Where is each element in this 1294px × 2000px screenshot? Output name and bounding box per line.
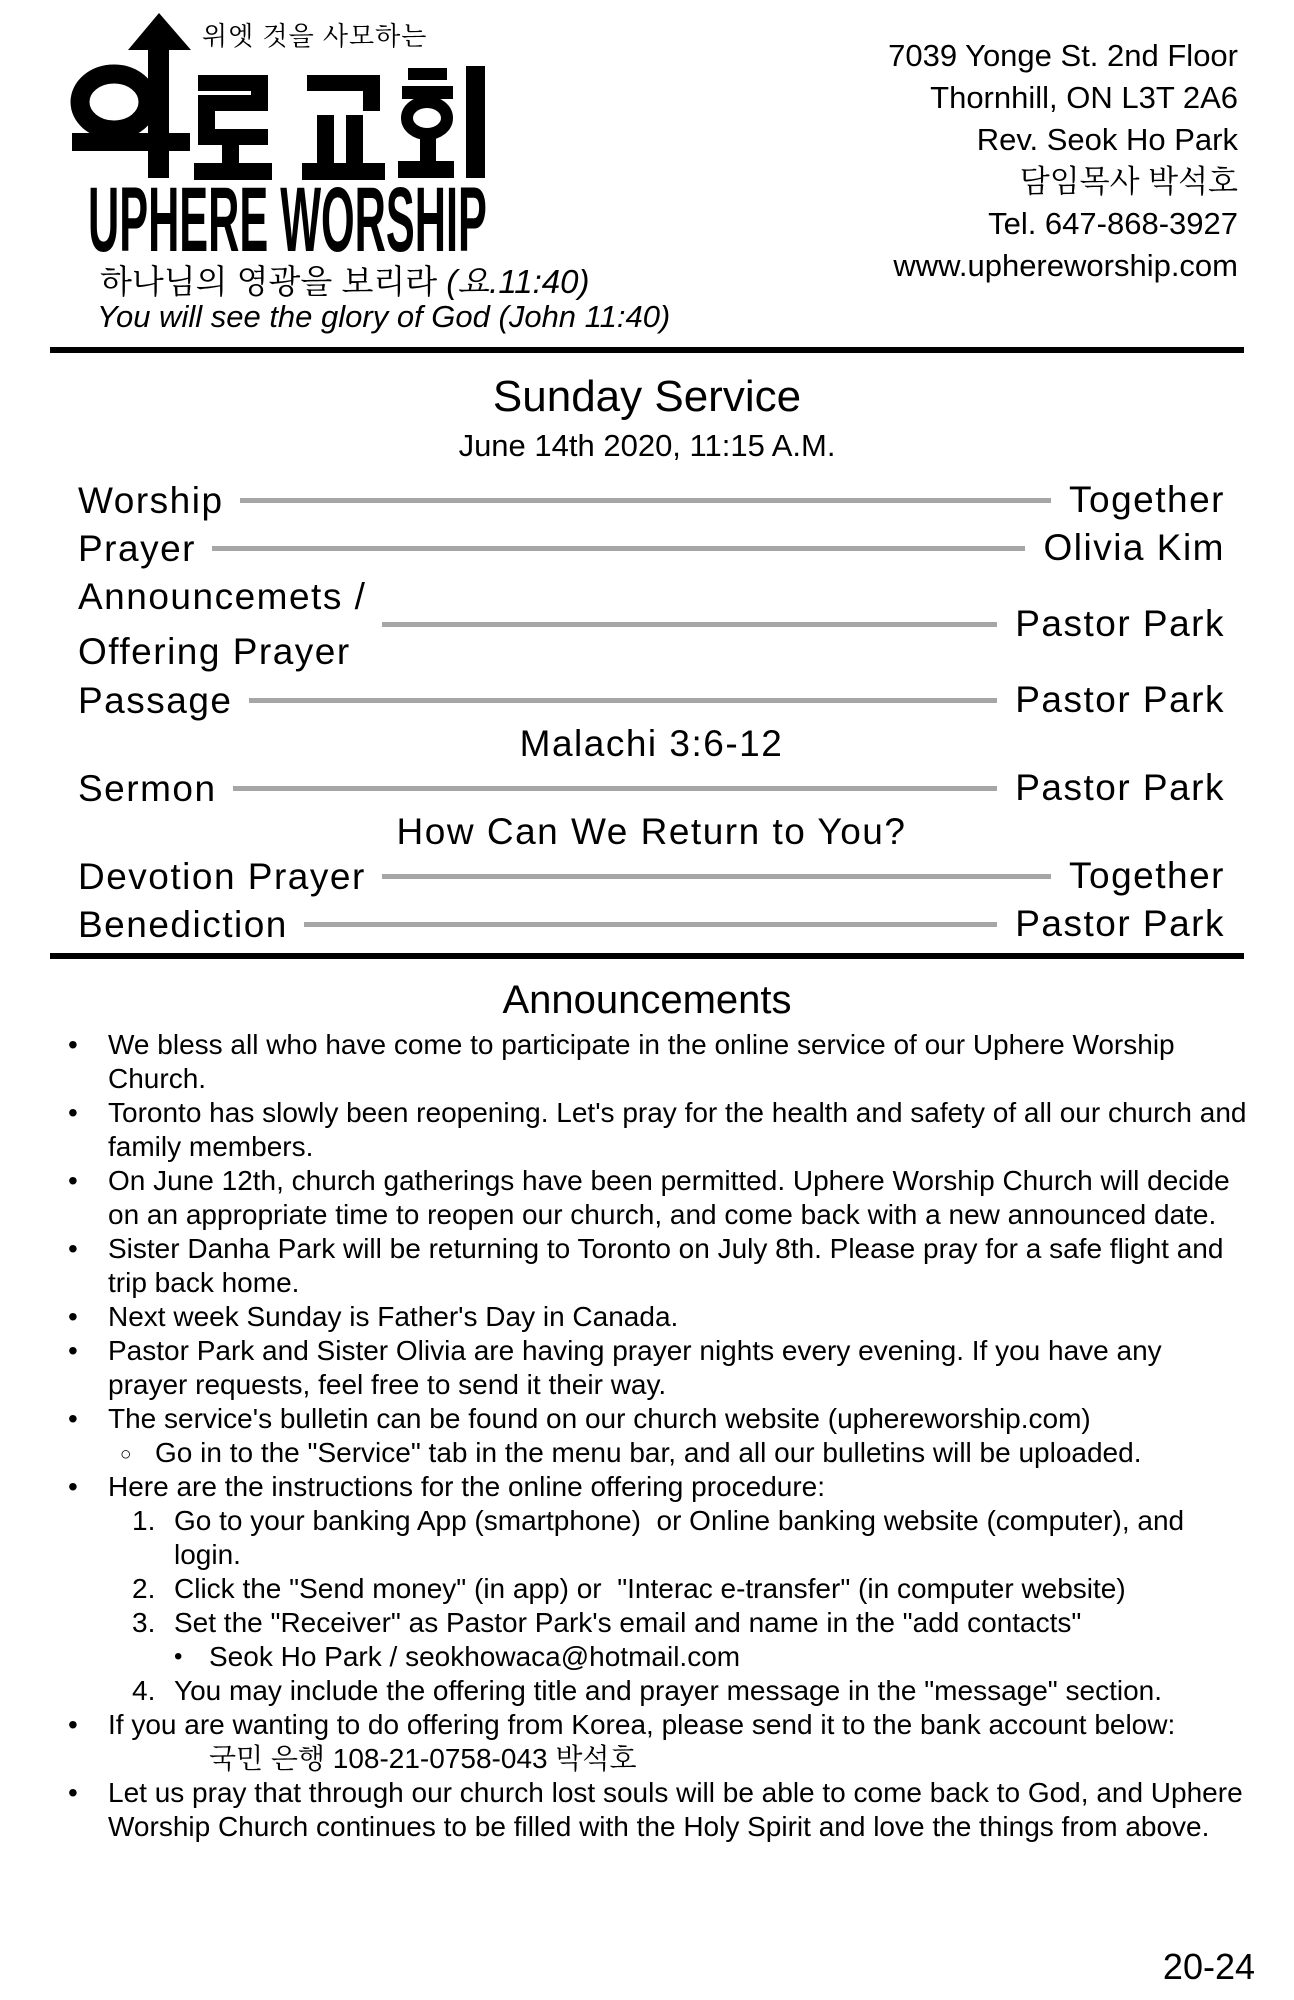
service-item-label: Worship bbox=[78, 479, 224, 521]
service-item-person: Pastor Park bbox=[1015, 903, 1225, 944]
tagline-korean: 하나님의 영광을 보리라 (요.11:40) bbox=[100, 263, 590, 300]
announcement-text: Pastor Park and Sister Olivia are having prayer nights every evening. If you have any prayer requests, feel free to send it their way. bbox=[108, 1335, 1170, 1400]
service-item-person: Together bbox=[1069, 479, 1225, 520]
bullet-icon: • bbox=[68, 1165, 78, 1196]
service-item-person: Olivia Kim bbox=[1043, 527, 1225, 568]
contact-line: Tel. 647-868-3927 bbox=[988, 206, 1238, 241]
logo-glyph-hoe bbox=[398, 66, 485, 178]
service-datetime: June 14th 2020, 11:15 A.M. bbox=[458, 428, 836, 463]
service-item-person: Together bbox=[1069, 855, 1225, 896]
connector-line bbox=[304, 922, 997, 927]
service-row bbox=[78, 676, 1225, 724]
announcement-item bbox=[60, 1334, 1248, 1402]
announcement-item bbox=[60, 1232, 1248, 1300]
announcement-item bbox=[60, 1640, 1248, 1674]
bullet-icon: • bbox=[68, 1709, 78, 1740]
announcement-text: On June 12th, church gatherings have been permitted. Uphere Worship Church will decide on an appropriate time to reopen our church, and come back with a new announced date. bbox=[108, 1165, 1238, 1230]
announcement-item bbox=[60, 1674, 1248, 1708]
announcement-item bbox=[60, 1028, 1248, 1096]
announcement-item bbox=[60, 1300, 1248, 1334]
announcement-item bbox=[60, 1436, 1248, 1470]
contact-line: www.uphereworship.com bbox=[893, 248, 1238, 283]
announcement-text: Next week Sunday is Father's Day in Canada. bbox=[108, 1301, 679, 1332]
service-item-label: Devotion Prayer bbox=[78, 855, 366, 897]
contact-line: Rev. Seok Ho Park bbox=[976, 122, 1238, 157]
announcement-text: Click the "Send money" (in app) or "Interac e-transfer" (in computer website) bbox=[174, 1573, 1126, 1604]
service-title: Sunday Service bbox=[492, 372, 802, 421]
bullet-icon: • bbox=[68, 1777, 78, 1808]
service-item-label: Sermon bbox=[78, 767, 217, 809]
list-number: 3. bbox=[132, 1607, 156, 1638]
bullet-icon: • bbox=[68, 1471, 78, 1502]
announcement-item bbox=[60, 1096, 1255, 1164]
list-number: 2. bbox=[132, 1573, 156, 1604]
announcement-item bbox=[60, 1504, 1248, 1572]
logo-glyph-gyo bbox=[302, 75, 385, 180]
announcements-title: Announcements bbox=[502, 978, 792, 1022]
service-item-label: Passage bbox=[78, 679, 233, 721]
tagline-english: You will see the glory of God (John 11:40) bbox=[97, 299, 671, 334]
bullet-icon: • bbox=[68, 1097, 78, 1128]
announcement-text: Set the "Receiver" as Pastor Park's email and name in the "add contacts" bbox=[174, 1607, 1082, 1638]
bullet-icon: • bbox=[68, 1403, 78, 1434]
bullet-icon: • bbox=[68, 1233, 78, 1264]
service-row bbox=[78, 900, 1225, 948]
announcement-item bbox=[60, 1776, 1251, 1844]
connector-line bbox=[240, 498, 1051, 503]
contact-info bbox=[888, 35, 1238, 287]
announcement-item bbox=[60, 1708, 1248, 1742]
service-item-person: Pastor Park bbox=[1015, 767, 1225, 808]
service-item-label: Benediction bbox=[78, 903, 288, 945]
announcements-list bbox=[60, 1028, 1255, 1844]
contact-line: 7039 Yonge St. 2nd Floor bbox=[888, 38, 1238, 73]
announcement-text: Seok Ho Park / seokhowaca@hotmail.com bbox=[209, 1641, 741, 1672]
service-item-label: Prayer bbox=[78, 527, 196, 569]
announcement-item bbox=[60, 1742, 1248, 1776]
announcement-text: Sister Danha Park will be returning to Toronto on July 8th. Please pray for a safe flight and trip back home. bbox=[108, 1233, 1232, 1298]
service-row bbox=[78, 852, 1225, 900]
announcement-text: Go in to the "Service" tab in the menu bar, and all our bulletins will be uploaded. bbox=[155, 1437, 1142, 1468]
service-item-person: Pastor Park bbox=[1015, 679, 1225, 720]
service-row bbox=[78, 572, 1225, 676]
announcement-item bbox=[60, 1402, 1248, 1436]
connector-line bbox=[233, 786, 998, 791]
logo-glyph-ro bbox=[194, 75, 272, 180]
announcement-text: You may include the offering title and prayer message in the "message" section. bbox=[174, 1675, 1163, 1706]
service-row bbox=[78, 476, 1225, 524]
service-item-label: Announcemets / Offering Prayer bbox=[78, 576, 367, 672]
announcement-item bbox=[60, 1606, 1248, 1640]
bullet-icon: ○ bbox=[120, 1444, 132, 1465]
bullet-icon: • bbox=[68, 1335, 78, 1366]
service-item-note: Malachi 3:6-12 bbox=[519, 723, 784, 764]
announcement-text: Go to your banking App (smartphone) or Online banking website (computer), and login. bbox=[174, 1505, 1192, 1570]
announcement-text: 국민 은행 108-21-0758-043 박석호 bbox=[209, 1743, 637, 1774]
announcement-item bbox=[60, 1164, 1248, 1232]
service-item-person: Pastor Park bbox=[1015, 603, 1225, 644]
list-number: 4. bbox=[132, 1675, 156, 1706]
service-row bbox=[78, 524, 1225, 572]
connector-line bbox=[382, 622, 997, 627]
announcement-text: We bless all who have come to participate in the online service of our Uphere Worship Church. bbox=[108, 1029, 1183, 1094]
service-item-note: How Can We Return to You? bbox=[396, 811, 907, 852]
bullet-icon: • bbox=[68, 1029, 78, 1060]
contact-line: Thornhill, ON L3T 2A6 bbox=[930, 80, 1238, 115]
logo-english-name: UPHERE WORSHIP bbox=[88, 169, 487, 271]
announcement-text: Toronto has slowly been reopening. Let's pray for the health and safety of all our church and family members. bbox=[108, 1097, 1255, 1162]
connector-line bbox=[212, 546, 1025, 551]
announcement-text: Let us pray that through our church lost souls will be able to come back to God, and Uphere Worship Church continues to be filled with the Holy Spirit and love the things from above. bbox=[108, 1777, 1251, 1842]
service-order-list bbox=[78, 476, 1225, 948]
bullet-icon: • bbox=[174, 1643, 183, 1670]
announcement-item bbox=[60, 1470, 1248, 1504]
connector-line bbox=[382, 874, 1051, 879]
announcement-text: If you are wanting to do offering from Korea, please send it to the bank account below: bbox=[108, 1709, 1176, 1740]
page-number: 20-24 bbox=[1162, 1946, 1255, 1987]
service-separator-line bbox=[50, 953, 1244, 959]
header-separator-line bbox=[50, 347, 1244, 353]
logo-motto-korean: 위엣 것을 사모하는 bbox=[202, 21, 428, 51]
list-number: 1. bbox=[132, 1505, 156, 1536]
bullet-icon: • bbox=[68, 1301, 78, 1332]
service-row bbox=[78, 764, 1225, 812]
logo-glyph-wi bbox=[72, 74, 190, 151]
contact-line: 담임목사 박석호 bbox=[1019, 164, 1238, 199]
announcement-item bbox=[60, 1572, 1248, 1606]
announcement-text: The service's bulletin can be found on our church website (uphereworship.com) bbox=[108, 1403, 1091, 1434]
connector-line bbox=[249, 698, 998, 703]
announcement-text: Here are the instructions for the online offering procedure: bbox=[108, 1471, 826, 1502]
